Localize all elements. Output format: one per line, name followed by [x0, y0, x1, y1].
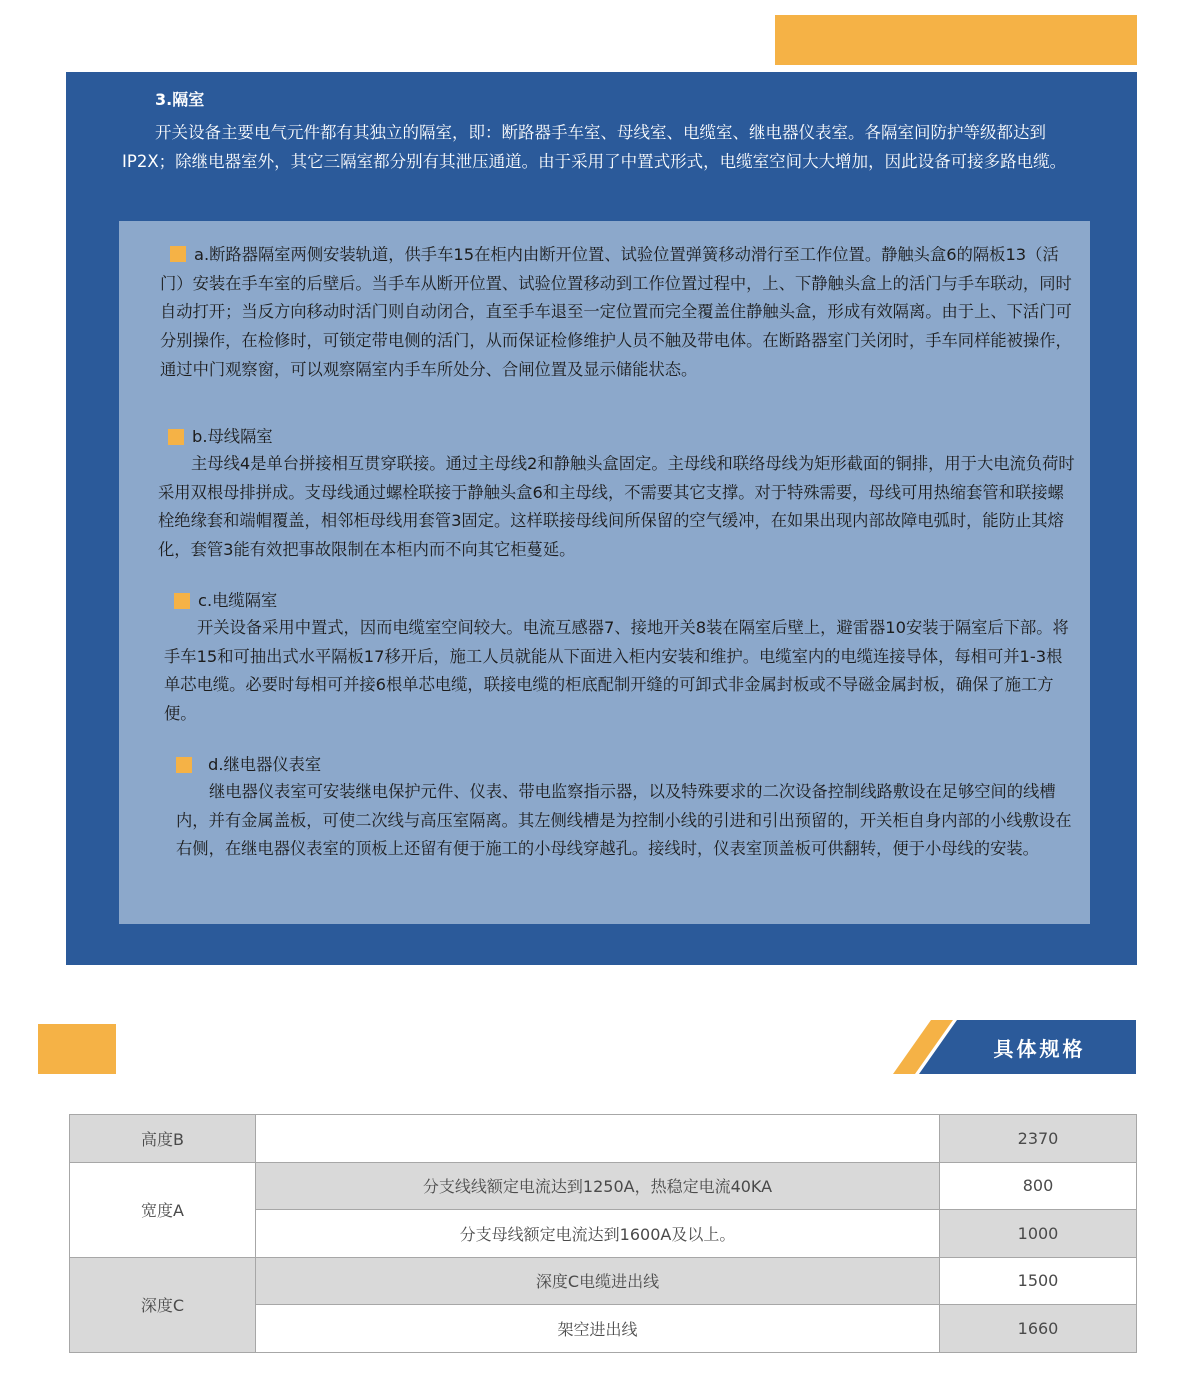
top-orange-accent-bar	[775, 15, 1137, 65]
left-orange-accent-bar	[38, 1024, 116, 1074]
spec-desc: 深度C电缆进出线	[256, 1257, 940, 1305]
spec-desc	[256, 1115, 940, 1163]
spec-table	[69, 1114, 1137, 1353]
section-heading: 3.隔室	[155, 90, 205, 109]
table-row	[70, 1115, 1137, 1163]
spec-value: 1660	[940, 1305, 1137, 1353]
table-row	[70, 1257, 1137, 1305]
spec-header	[893, 1020, 1136, 1074]
spec-label: 宽度A	[70, 1162, 256, 1257]
spec-value: 1500	[940, 1257, 1137, 1305]
bullet-square-icon	[174, 593, 190, 609]
spec-value: 800	[940, 1162, 1137, 1210]
spec-value: 2370	[940, 1115, 1137, 1163]
bullet-square-icon	[168, 429, 184, 445]
subsection-d-body: 继电器仪表室可安装继电保护元件、仪表、带电监察指示器，以及特殊要求的二次设备控制线路敷设在足够空间的线槽内，并有金属盖板，可使二次线与高压室隔离。其左侧线槽是为控制小线的引进和引出预留的，开关柜自身内部的小线敷设在右侧，在继电器仪表室的顶板上还留有便于施工的小母线穿越孔。接线时，仪表室顶盖板可供翻转，便于小母线的安装。	[176, 782, 1072, 859]
bullet-square-icon	[170, 246, 186, 262]
subsection-d-title: d.继电器仪表室	[208, 755, 322, 774]
subsection-c	[164, 588, 1078, 729]
spec-desc: 分支线线额定电流达到1250A，热稳定电流40KA	[256, 1162, 940, 1210]
subsection-b	[158, 424, 1078, 565]
subsection-b-body: 主母线4是单台拼接相互贯穿联接。通过主母线2和静触头盒固定。主母线和联络母线为矩形截面的铜排，用于大电流负荷时采用双根母排拼成。支母线通过螺栓联接于静触头盒6和主母线，不需要其它支撑。对于特殊需要，母线可用热缩套管和联接螺栓绝缘套和端帽覆盖，相邻柜母线用套管3固定。这样联接母线间所保留的空气缓冲，在如果出现内部故障电弧时，能防止其熔化，套管3能有效把事故限制在本柜内而不向其它柜蔓延。	[158, 454, 1075, 560]
subsection-b-title: b.母线隔室	[192, 427, 273, 446]
section-intro: 开关设备主要电气元件都有其独立的隔室，即：断路器手车室、母线室、电缆室、继电器仪表室。各隔室间防护等级都达到IP2X；除继电器室外，其它三隔室都分别有其泄压通道。由于采用了中置式形式，电缆室空间大大增加，因此设备可接多路电缆。	[122, 123, 1067, 171]
subsection-c-body: 开关设备采用中置式，因而电缆室空间较大。电流互感器7、接地开关8装在隔室后壁上，避雷器10安装于隔室后下部。将手车15和可抽出式水平隔板17移开后，施工人员就能从下面进入柜内安装和维护。电缆室内的电缆连接导体，每相可并1-3根单芯电缆。必要时每相可并接6根单芯电缆，联接电缆的柜底配制开缝的可卸式非金属封板或不导磁金属封板，确保了施工方便。	[164, 618, 1069, 724]
spec-label: 深度C	[70, 1257, 256, 1352]
spec-title: 具体规格	[993, 1036, 1086, 1061]
subsection-a-text: a.断路器隔室两侧安装轨道，供手车15在柜内由断开位置、试验位置弹簧移动滑行至工作位置。静触头盒6的隔板13（活门）安装在手车室的后壁后。当手车从断开位置、试验位置移动到工作位置过程中，上、下静触头盒上的活门与手车联动，同时自动打开；当反方向移动时活门则自动闭合，直至手车退至一定位置而完全覆盖住静触头盒，形成有效隔离。由于上、下活门可分别操作，在检修时，可锁定带电侧的活门，从而保证检修维护人员不触及带电体。在断路器室门关闭时，手车同样能被操作，通过中门观察窗，可以观察隔室内手车所处分、合闸位置及显示储能状态。	[160, 245, 1072, 379]
spec-value: 1000	[940, 1210, 1137, 1258]
spec-desc: 分支母线额定电流达到1600A及以上。	[256, 1210, 940, 1258]
spec-desc: 架空进出线	[256, 1305, 940, 1353]
subsection-c-title: c.电缆隔室	[198, 591, 278, 610]
spec-label: 高度B	[70, 1115, 256, 1163]
subsection-d	[176, 752, 1078, 864]
subsection-a	[160, 241, 1078, 385]
bullet-square-icon	[176, 757, 192, 773]
table-row	[70, 1162, 1137, 1210]
